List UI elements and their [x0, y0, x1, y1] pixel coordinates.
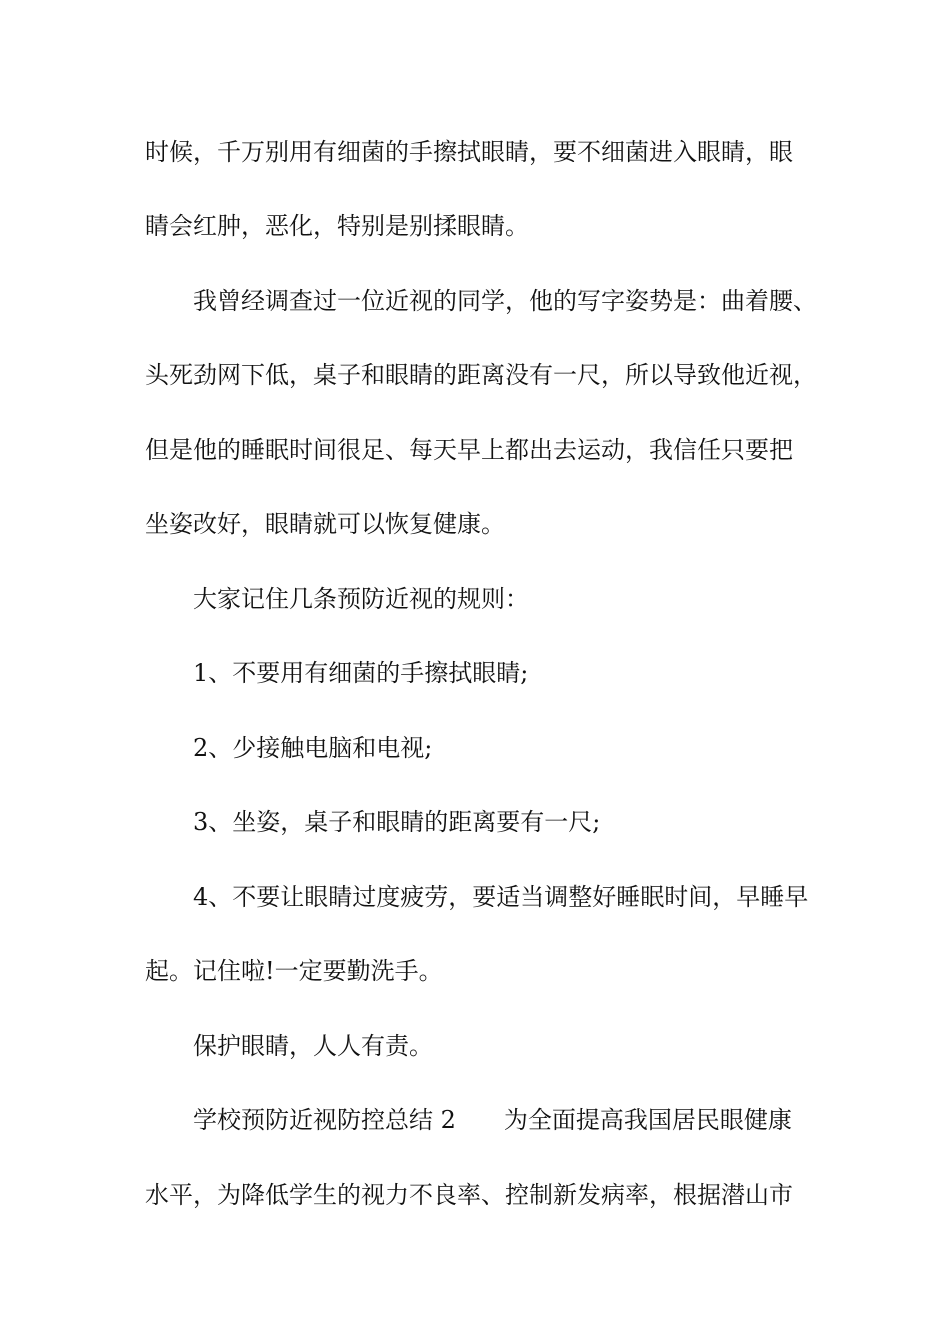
rule-item-2: 2、少接触电脑和电视; [193, 734, 433, 762]
section-heading-line: 学校预防近视防控总结 2 为全面提高我国居民眼健康 [193, 1106, 792, 1134]
text-line: 但是他的睡眠时间很足、每天早上都出去运动，我信任只要把 [145, 436, 793, 464]
paragraph-start-line: 保护眼睛，人人有责。 [193, 1032, 433, 1060]
rule-item-3: 3、坐姿，桌子和眼睛的距离要有一尺; [193, 808, 601, 836]
text-line: 水平，为降低学生的视力不良率、控制新发病率，根据潜山市 [145, 1181, 793, 1209]
text-line: 头死劲网下低，桌子和眼睛的距离没有一尺，所以导致他近视， [145, 361, 817, 389]
paragraph-start-line: 大家记住几条预防近视的规则： [193, 585, 529, 613]
paragraph-start-line: 我曾经调查过一位近视的同学，他的写字姿势是：曲着腰、 [193, 287, 817, 315]
text-line: 时候，千万别用有细菌的手擦拭眼睛，要不细菌进入眼睛，眼 [145, 138, 793, 166]
text-line: 起。记住啦!一定要勤洗手。 [145, 957, 443, 985]
text-line: 睛会红肿，恶化，特别是别揉眼睛。 [145, 212, 529, 240]
rule-item-4: 4、不要让眼睛过度疲劳，要适当调整好睡眠时间，早睡早 [193, 883, 809, 911]
rule-item-1: 1、不要用有细菌的手擦拭眼睛; [193, 659, 529, 687]
text-line: 坐姿改好，眼睛就可以恢复健康。 [145, 510, 505, 538]
